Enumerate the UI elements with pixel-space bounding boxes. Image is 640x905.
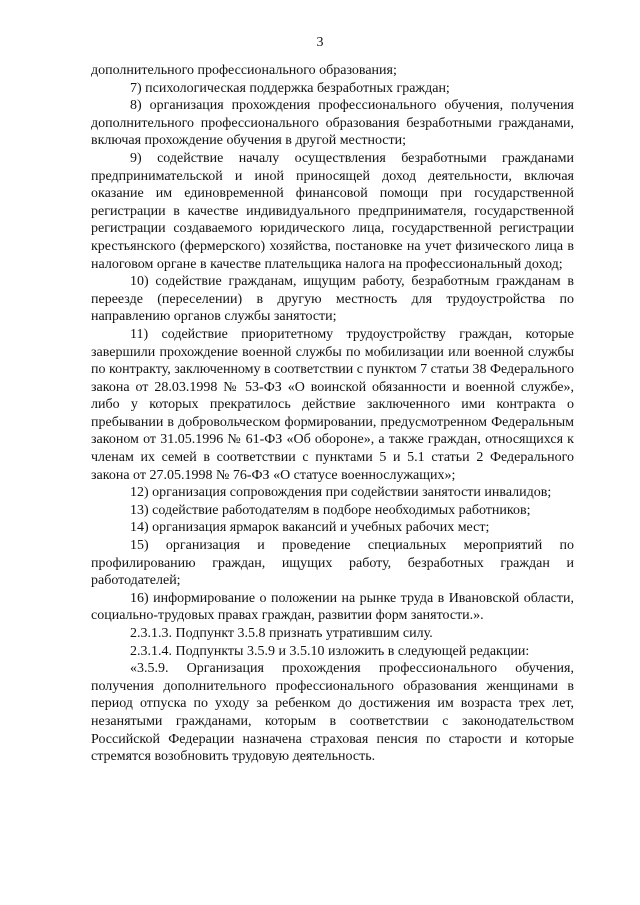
page-number: 3 (316, 35, 324, 50)
paragraph-2-3-1-3: 2.3.1.3. Подпункт 3.5.8 признать утратившим силу. (130, 626, 433, 641)
paragraph-item-14: 14) организация ярмарок вакансий и учебных рабочих мест; (130, 520, 490, 536)
document-body (91, 62, 574, 766)
paragraph-item-13: 13) содействие работодателям в подборе необходимых работников; (130, 502, 531, 518)
paragraph-item-10: 10) содействие гражданам, ищущим работу, безработным гражданам в переезде (переселении) в другую местность для трудоустройства по направлению органов службы занятости; (91, 274, 574, 325)
paragraph-3-5-9: «3.5.9. Организация прохождения профессионального обучения, получения дополнительного профессионального образования женщинами в период отпуска по уходу за ребенком до достижения им возраста трех лет, незанятыми гражданами, которым в соответствии с законодательством Российской Федерации назначена страховая пенсия по старости и которые стремятся возобновить трудовую деятельность. (91, 661, 574, 765)
paragraph-item-12: 12) организация сопровождения при содействии занятости инвалидов; (130, 485, 552, 501)
paragraph-continuation: дополнительного профессионального образования; (91, 63, 397, 78)
paragraph-item-16: 16) информирование о положении на рынке труда в Ивановской области, социально-трудовых правах граждан, развитии форм занятости.». (91, 590, 574, 624)
paragraph-item-7: 7) психологическая поддержка безработных граждан; (130, 80, 450, 96)
paragraph-item-11: 11) содействие приоритетному трудоустройству граждан, которые завершили прохождение военной службы по мобилизации или военной службы по контракту, заключенному в соответствии с пунктом 7 статьи 38 Федерального закона от 28.03.1998 № 53-ФЗ «О воинской обязанности и военной службе», либо у которых прекратилось действие заключенного ими контракта о пребывании в добровольческом формировании, предусмотренном Федеральным законом от 31.05.1996 № 61-ФЗ «Об обороне», а также граждан, относящихся к членам их семей в соответствии с пунктами 5 и 5.1 статьи 2 Федерального закона от 27.05.1998 № 76-ФЗ «О статусе военнослужащих»; (91, 326, 574, 483)
paragraph-item-9: 9) содействие началу осуществления безработными гражданами предпринимательской и иной приносящей доход деятельности, включая оказание им единовременной финансовой помощи при государственной регистрации в качестве индивидуального предпринимателя, государственной регистрации создаваемого юридического лица, государственной регистрации крестьянского (фермерского) хозяйства, постановке на учет физического лица в налоговом органе в качестве плательщика налога на профессиональный доход; (91, 150, 574, 272)
paragraph-item-15: 15) организация и проведение специальных мероприятий по профилированию граждан, ищущих работу, безработных граждан и работодателей; (91, 538, 574, 589)
paragraph-2-3-1-4: 2.3.1.4. Подпункты 3.5.9 и 3.5.10 изложить в следующей редакции: (130, 643, 530, 659)
paragraph-item-8: 8) организация прохождения профессионального обучения, получения дополнительного профессионального образования безработными гражданами, включая прохождение обучения в другой местности; (91, 98, 574, 149)
